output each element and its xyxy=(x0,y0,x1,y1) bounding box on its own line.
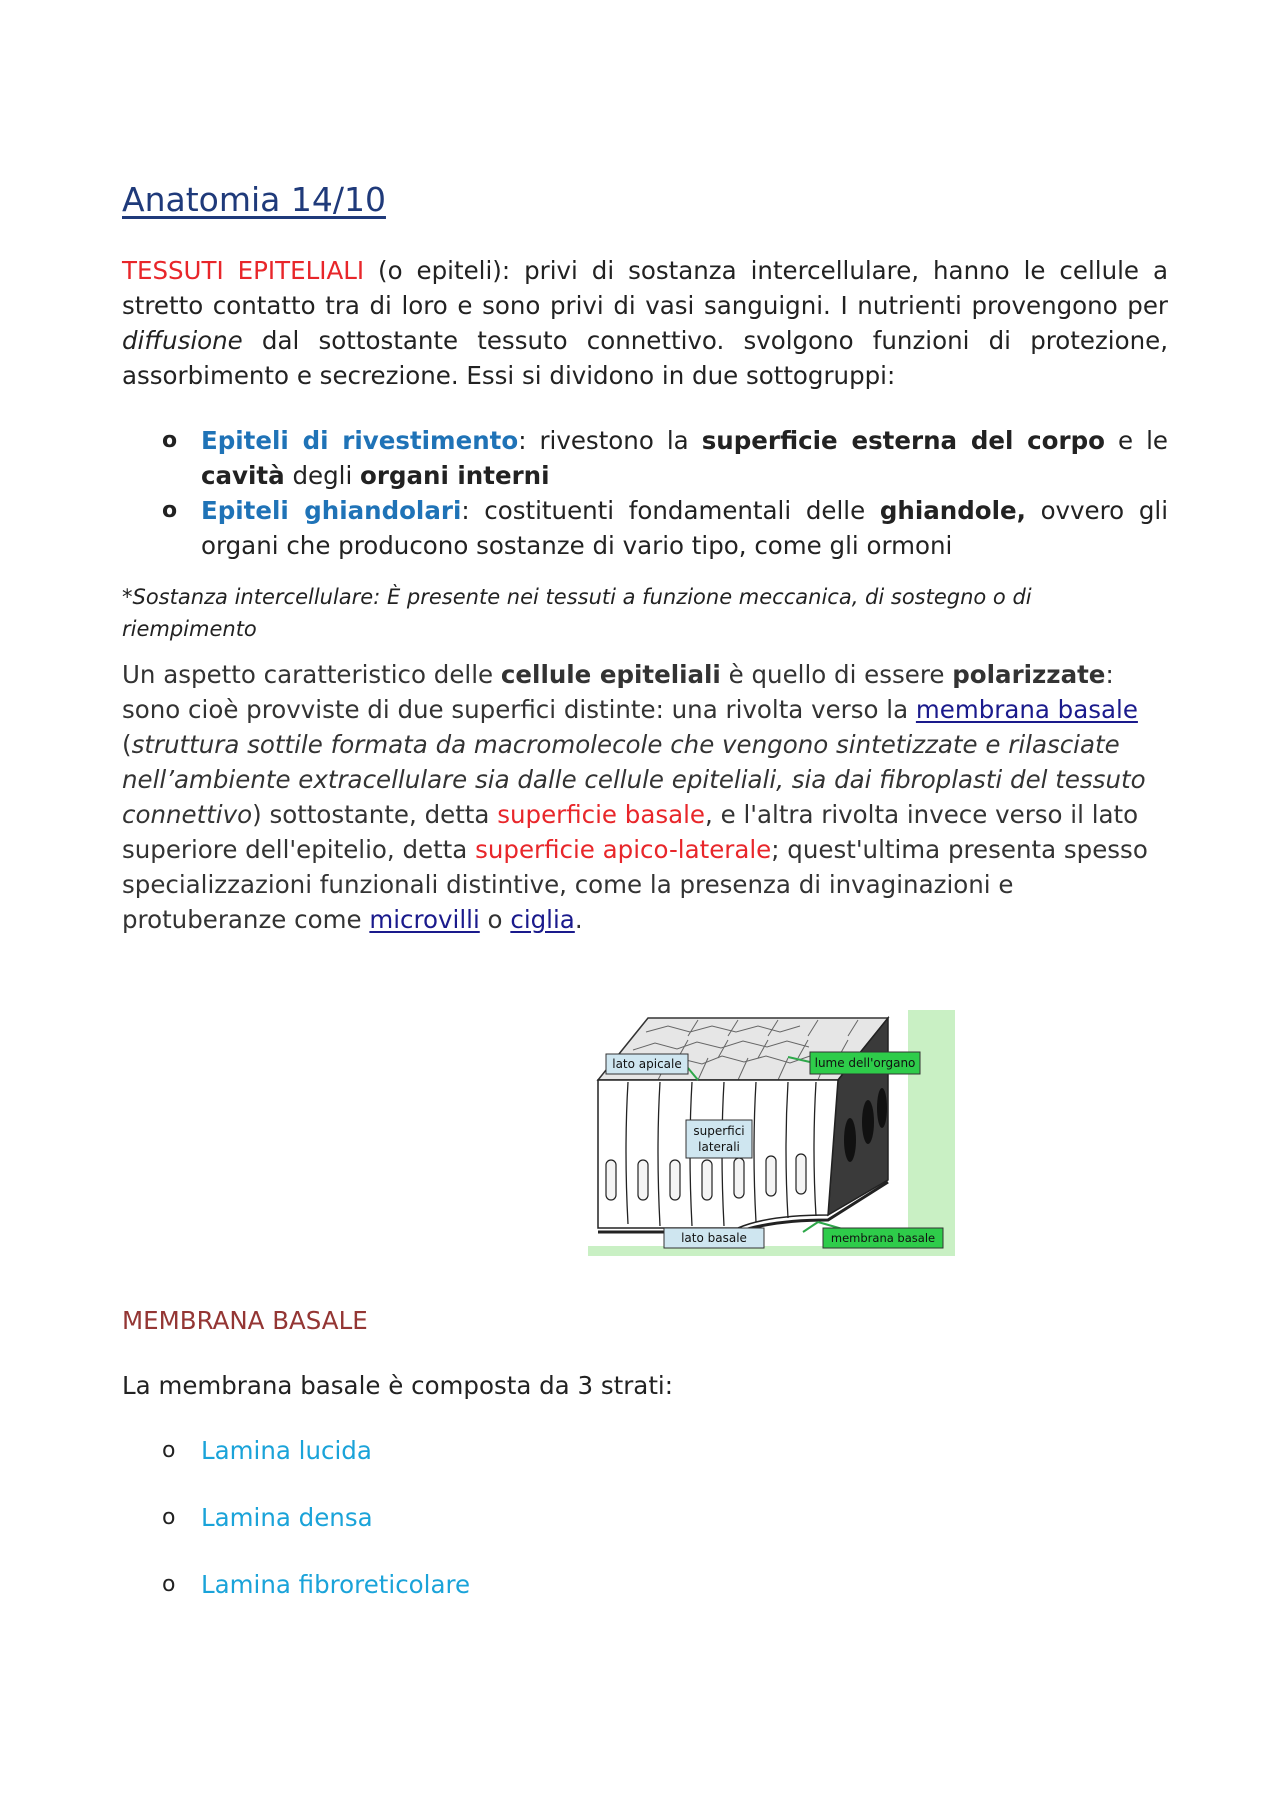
italic-run: struttura sottile formata da macromolecole che vengono sintetizzate e rilasciate nell’ambiente extracellulare sia dalle cellule epiteliali, sia dai fibroplasti del tessuto connettivo xyxy=(122,730,1146,829)
list-item xyxy=(122,493,1168,563)
text-run: ( xyxy=(122,730,132,759)
epithelial-tissue-heading: TESSUTI EPITELIALI xyxy=(122,256,365,285)
intro-paragraph xyxy=(122,253,1168,393)
list-item xyxy=(122,423,1168,493)
microvilli-link[interactable]: microvilli xyxy=(369,905,480,934)
cilia-link[interactable]: ciglia xyxy=(510,905,575,934)
lumen-band xyxy=(908,1010,955,1256)
apical-lateral-surface-term: superficie apico-laterale xyxy=(475,835,772,864)
text-run: , e l'altra rivolta invece verso il lato superiore dell'epitelio, detta xyxy=(122,800,1139,864)
text-run: Un aspetto caratteristico delle xyxy=(122,660,501,689)
label-text: lume dell'organo xyxy=(814,1056,916,1070)
epithelium-types-list xyxy=(122,423,1168,563)
bold-run: polarizzate xyxy=(952,660,1106,689)
type-text: : costituenti fondamentali delle xyxy=(461,496,880,525)
epithelium-diagram xyxy=(588,1010,955,1256)
list-item xyxy=(122,1503,470,1570)
intro-text-2: dal sottostante tessuto connettivo. svolgono funzioni di protezione, assorbimento e secrezione. Essi si dividono in due sottogruppi: xyxy=(122,326,1168,390)
bullet-icon: o xyxy=(162,428,178,453)
type-bold: superficie esterna del corpo xyxy=(701,426,1105,455)
label-lato-basale xyxy=(664,1228,764,1248)
label-text: membrana basale xyxy=(830,1231,936,1245)
bullet-icon: o xyxy=(162,498,178,523)
text-run: : sono cioè provviste di due superfici distinte: una rivolta verso la xyxy=(122,660,1114,724)
layer-name: Lamina fibroreticolare xyxy=(201,1570,471,1599)
label-membrana-basale xyxy=(823,1228,943,1248)
label-text: superfici xyxy=(693,1124,745,1138)
text-run: ) sottostante, detta xyxy=(252,800,498,829)
label-superfici-laterali xyxy=(686,1120,752,1158)
layer-name: Lamina lucida xyxy=(201,1436,372,1465)
type-text: degli xyxy=(284,461,361,490)
type-bold: ghiandole, xyxy=(879,496,1026,525)
label-lato-apicale xyxy=(606,1054,688,1074)
label-text: lato basale xyxy=(681,1231,747,1245)
bullet-icon: o xyxy=(162,1572,176,1597)
footnote-asterisk: * xyxy=(122,585,133,609)
type-term: Epiteli ghiandolari xyxy=(201,496,462,525)
basal-surface-term: superficie basale xyxy=(497,800,706,829)
label-text: laterali xyxy=(698,1140,740,1154)
basal-membrane-link[interactable]: membrana basale xyxy=(915,695,1138,724)
membrane-layers-list xyxy=(122,1436,470,1637)
type-bold: organi interni xyxy=(360,461,550,490)
polarity-paragraph xyxy=(122,657,1168,937)
type-text: e le xyxy=(1104,426,1168,455)
basal-membrane-intro: La membrana basale è composta da 3 strati: xyxy=(122,1371,673,1400)
label-text: lato apicale xyxy=(612,1057,682,1071)
layer-name: Lamina densa xyxy=(201,1503,373,1532)
bullet-icon: o xyxy=(162,1438,176,1463)
text-run: o xyxy=(479,905,511,934)
intro-text-italic: diffusione xyxy=(122,326,243,355)
basal-membrane-heading: MEMBRANA BASALE xyxy=(122,1306,368,1335)
type-text: : rivestono la xyxy=(518,426,702,455)
list-item xyxy=(122,1570,470,1637)
bold-run: cellule epiteliali xyxy=(500,660,721,689)
footnote-text: Sostanza intercellulare: È presente nei tessuti a funzione meccanica, di sostegno o di riempimento xyxy=(122,585,1032,641)
type-term: Epiteli di rivestimento xyxy=(201,426,519,455)
text-run: ; quest'ultima presenta spesso specializzazioni funzionali distintive, come la presenza di invaginazioni e protuberanze come xyxy=(122,835,1148,934)
type-text: ovvero gli organi che producono sostanze di vario tipo, come gli ormoni xyxy=(201,496,1168,560)
type-bold: cavità xyxy=(201,461,285,490)
text-run: . xyxy=(574,905,583,934)
bullet-icon: o xyxy=(162,1505,176,1530)
intro-text-1: (o epiteli): privi di sostanza intercellulare, hanno le cellule a stretto contatto tra di loro e sono privi di vasi sanguigni. I nutrienti provengono per xyxy=(122,256,1168,320)
footnote xyxy=(122,581,1168,645)
page-title: Anatomia 14/10 xyxy=(122,180,386,219)
label-lume-organo xyxy=(810,1052,920,1074)
list-item xyxy=(122,1436,470,1503)
text-run: è quello di essere xyxy=(720,660,953,689)
